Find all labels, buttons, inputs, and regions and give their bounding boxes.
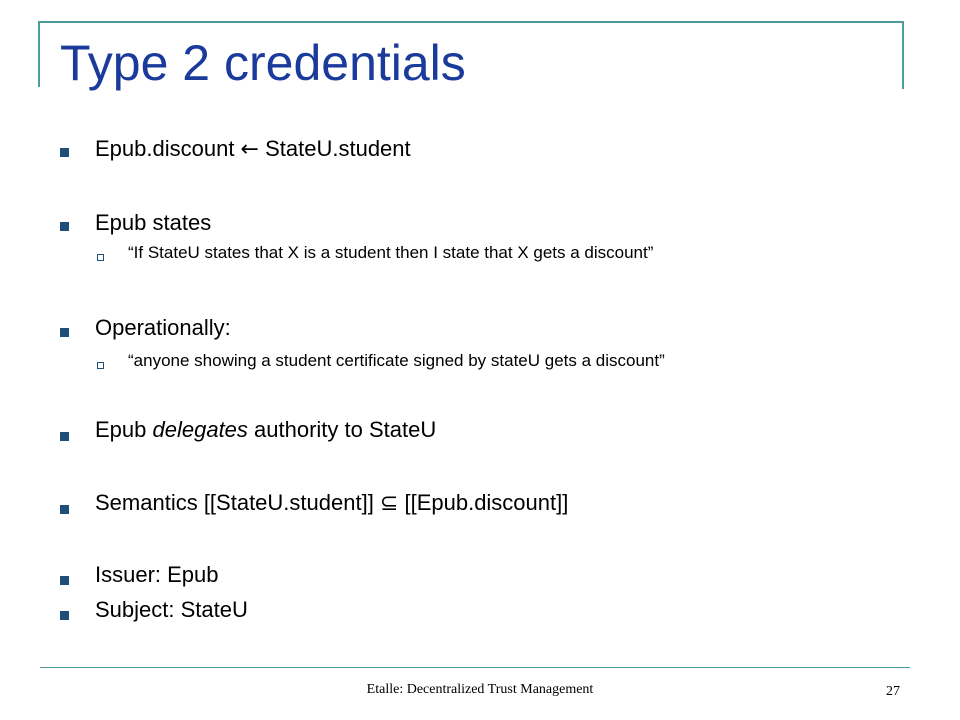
square-bullet-icon [60,611,69,620]
square-bullet-icon [60,576,69,585]
slide-footer: Etalle: Decentralized Trust Management [366,682,594,697]
bullet-text: Epub [95,417,153,442]
slide-title: Type 2 credentials [60,35,466,91]
square-bullet-icon [60,328,69,337]
frame-bottom-line [40,667,910,668]
bullet-text: Semantics [[StateU.student]] [95,490,380,515]
square-bullet-icon [60,432,69,441]
square-bullet-icon [60,148,69,157]
emphasis-text: delegates [152,417,248,442]
hollow-square-bullet-icon [97,362,104,369]
hollow-square-bullet-icon [97,254,104,261]
bullet-text: Epub.discount [95,136,241,161]
bullet-item-subject: Subject: StateU [95,597,248,622]
square-bullet-icon [60,505,69,514]
bullet-item-delegates [95,417,436,443]
left-arrow-symbol: ← [240,137,259,162]
frame-top-line [38,21,904,23]
subset-symbol: ⊆ [379,491,399,516]
bullet-text: [[Epub.discount]] [398,490,569,515]
sub-item-quote-2: “anyone showing a student certificate signed by stateU gets a discount” [128,351,665,370]
bullet-item-operationally: Operationally: [95,315,231,340]
bullet-item-semantics [95,490,568,516]
bullet-item-credential [95,136,411,162]
frame-left-line [38,21,40,87]
square-bullet-icon [60,222,69,231]
page-number: 27 [886,684,900,699]
bullet-text: StateU.student [258,136,411,161]
frame-right-line [902,21,904,89]
bullet-text: authority to StateU [247,417,437,442]
sub-item-quote-1: “If StateU states that X is a student then I state that X gets a discount” [128,243,654,262]
bullet-item-issuer: Issuer: Epub [95,562,219,587]
bullet-item-epub-states: Epub states [95,210,212,235]
